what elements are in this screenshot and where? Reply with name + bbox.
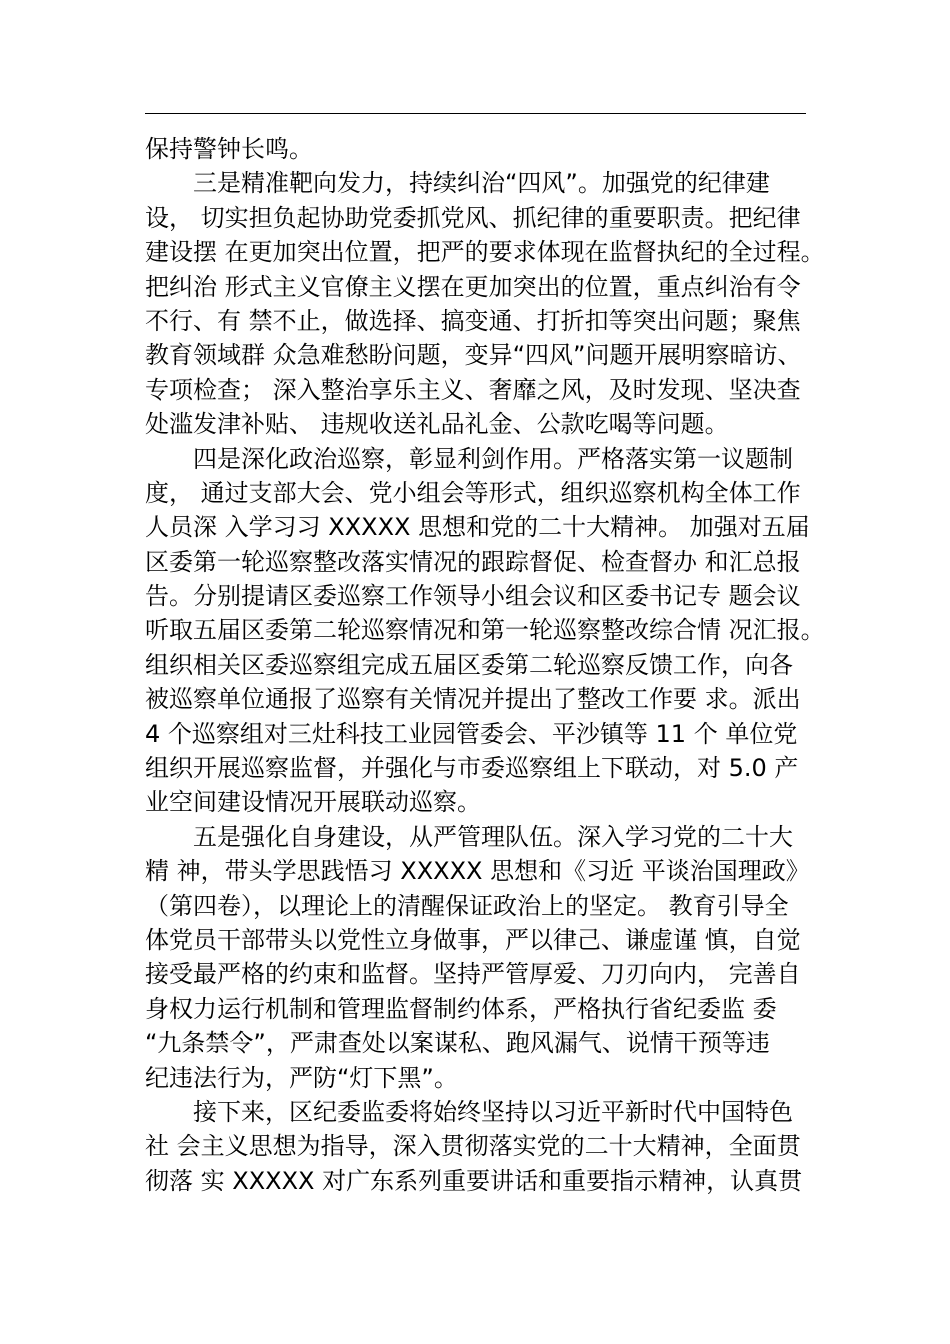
text-line: 纪违法行为，严防“灯下黑”。 <box>145 1063 458 1092</box>
text-line: “九条禁令”，严肃查处以案谋私、跑风漏气、说情干预等违 <box>145 1029 770 1058</box>
text-line: 教育领域群 众急难愁盼问题，变异“四风”问题开展明察暗访、 <box>145 341 802 370</box>
text-line: 听取五届区委第二轮巡察情况和第一轮巡察整改综合情 况汇报。 <box>145 616 825 645</box>
text-line: 业空间建设情况开展联动巡察。 <box>145 788 481 817</box>
text-line: （第四卷），以理论上的清醒保证政治上的坚定。 教育引导全 <box>145 891 789 920</box>
text-line: 组织开展巡察监督，并强化与市委巡察组上下联动，对 5.0 产 <box>145 754 799 783</box>
text-line: 精 神，带头学思践悟习 XXXXX 思想和《习近 平谈治国理政》 <box>145 857 810 886</box>
text-line: 告。分别提请区委巡察工作领导小组会议和区委书记专 题会议 <box>145 582 801 611</box>
text-line: 把纠治 形式主义官僚主义摆在更加突出的位置，重点纠治有令 <box>145 272 801 301</box>
text-line: 人员深 入学习习 XXXXX 思想和党的二十大精神。 加强对五届 <box>145 513 810 542</box>
text-line: 建设摆 在更加突出位置，把严的要求体现在监督执纪的全过程。 <box>145 238 825 267</box>
paragraph-first-line: 五是强化自身建设，从严管理队伍。深入学习党的二十大 <box>193 822 793 851</box>
text-line: 保持警钟长鸣。 <box>145 135 313 163</box>
text-line: 专项检查； 深入整治享乐主义、奢靡之风，及时发现、坚决查 <box>145 375 801 404</box>
text-line: 4 个巡察组对三灶科技工业园管委会、平沙镇等 11 个 单位党 <box>145 719 798 748</box>
text-line: 社 会主义思想为指导，深入贯彻落实党的二十大精神，全面贯 <box>145 1132 801 1161</box>
text-line: 区委第一轮巡察整改落实情况的跟踪督促、检查督办 和汇总报 <box>145 547 801 576</box>
header-rule <box>145 113 806 114</box>
text-line: 不行、有 禁不止，做选择、搞变通、打折扣等突出问题；聚焦 <box>145 306 801 335</box>
paragraph-first-line: 三是精准靶向发力，持续纠治“四风”。加强党的纪律建 <box>193 169 770 198</box>
text-line: 组织相关区委巡察组完成五届区委第二轮巡察反馈工作，向各 <box>145 650 793 679</box>
text-line: 彻落 实 XXXXX 对广东系列重要讲话和重要指示精神，认真贯 <box>145 1166 803 1195</box>
text-line: 身权力运行机制和管理监督制约体系，严格执行省纪委监 委 <box>145 994 777 1023</box>
text-line: 被巡察单位通报了巡察有关情况并提出了整改工作要 求。派出 <box>145 685 801 714</box>
text-line: 设， 切实担负起协助党委抓党风、抓纪律的重要职责。把纪律 <box>145 203 801 232</box>
text-line: 处滥发津补贴、 违规收送礼品礼金、公款吃喝等问题。 <box>145 410 729 439</box>
paragraph-first-line: 四是深化政治巡察，彰显利剑作用。严格落实第一议题制 <box>193 444 793 473</box>
text-line: 体党员干部带头以党性立身做事，严以律己、谦虚谨 慎，自觉 <box>145 925 801 954</box>
text-line: 度， 通过支部大会、党小组会等形式，组织巡察机构全体工作 <box>145 478 801 507</box>
text-line: 接受最严格的约束和监督。坚持严管厚爱、刀刃向内， 完善自 <box>145 960 801 989</box>
document-body <box>145 132 825 1198</box>
paragraph-first-line: 接下来，区纪委监委将始终坚持以习近平新时代中国特色 <box>193 1097 793 1126</box>
